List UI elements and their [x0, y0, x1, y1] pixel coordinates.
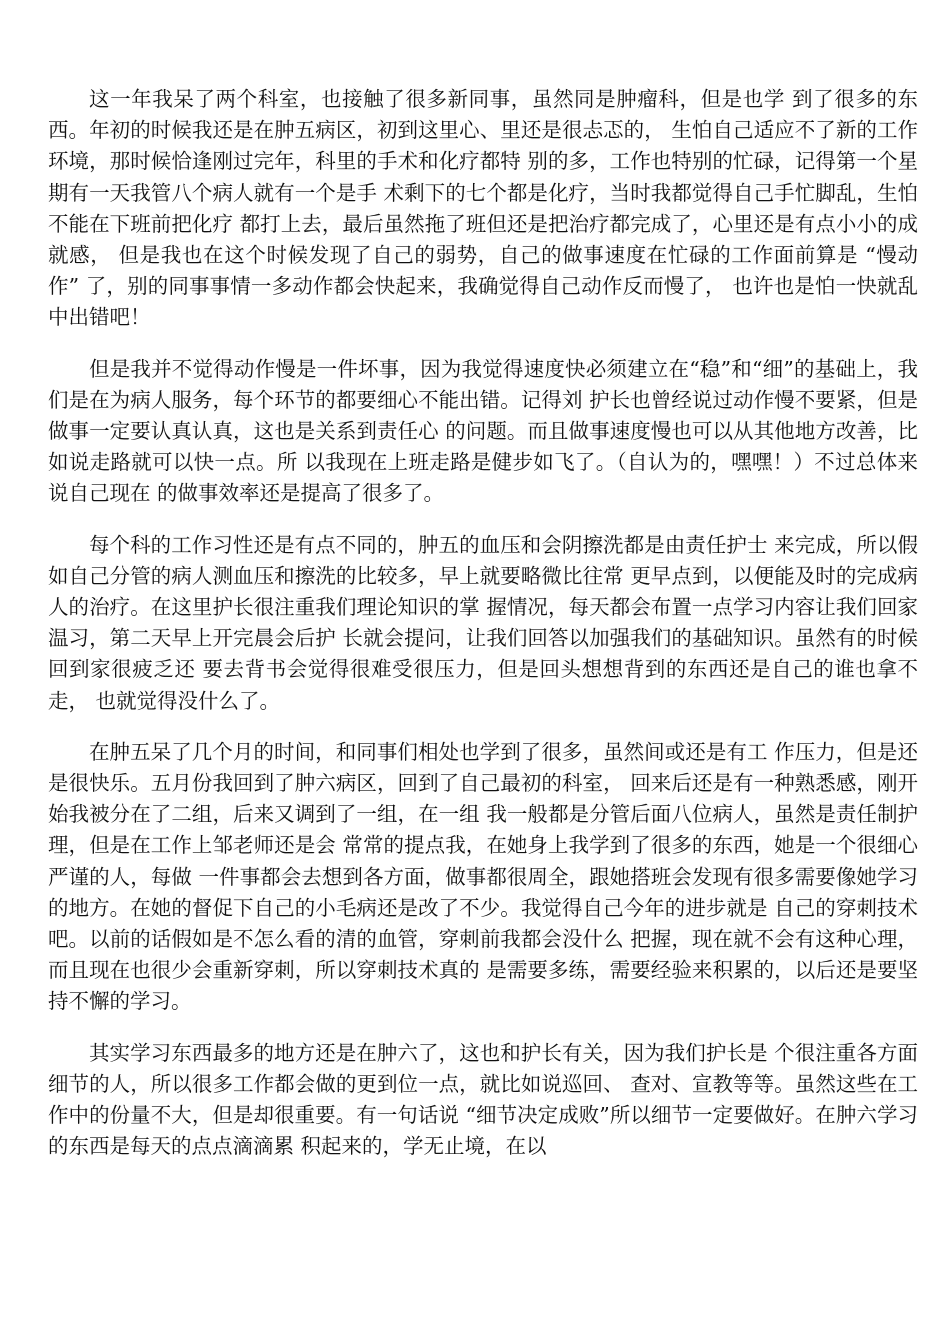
paragraph-2: 但是我并不觉得动作慢是一件坏事，因为我觉得速度快必须建立在“稳”和“细”的基础上，我们是在为病人服务，每个环节的都要细心不能出错。记得刘 护长也曾经说过动作慢不要紧，但是做事一定要认真认真，这也是关系到责任心 的问题。而且做事速度慢也可以从其他地方改善，比如说走路就可以快一点。所 以我现在上班走路是健步如飞了。（自认为的，嘿嘿！）不过总体来说自己现在 的做事效率还是提高了很多了。 [48, 356, 918, 506]
paragraph-3: 每个科的工作习性还是有点不同的，肿五的血压和会阴擦洗都是由责任护士 来完成，所以假如自己分管的病人测血压和擦洗的比较多，早上就要略微比往常 更早点到，以便能及时的完成病人的治疗。在这里护长很注重我们理论知识的掌 握情况，每天都会布置一点学习内容让我们回家温习，第二天早上开完晨会后护 长就会提问，让我们回答以加强我们的基础知识。虽然有的时候回到家很疲乏还 要去背书会觉得很难受很压力，但是回头想想背到的东西还是自己的谁也拿不走， 也就觉得没什么了。 [48, 532, 918, 713]
paragraph-1: 这一年我呆了两个科室，也接触了很多新同事，虽然同是肿瘤科，但是也学 到了很多的东西。年初的时候我还是在肿五病区，初到这里心、里还是很忐忑的， 生怕自己适应不了新的工作环境，那时候恰逢刚过完年，科里的手术和化疗都特 别的多，工作也特别的忙碌，记得第一个星期有一天我管八个病人就有一个是手 术剩下的七个都是化疗，当时我都觉得自己手忙脚乱，生怕不能在下班前把化疗 都打上去，最后虽然拖了班但还是把治疗都完成了，心里还是有点小小的成就感， 但是我也在这个时候发现了自己的弱势，自己的做事速度在忙碌的工作面前算是 “慢动作” 了，别的同事事情一多动作都会快起来，我确觉得自己动作反而慢了， 也许也是怕一快就乱中出错吧！ [48, 87, 918, 330]
paragraph-4: 在肿五呆了几个月的时间，和同事们相处也学到了很多，虽然间或还是有工 作压力，但是还是很快乐。五月份我回到了肿六病区，回到了自己最初的科室， 回来后还是有一种熟悉感，刚开始我被分在了二组，后来又调到了一组，在一组 我一般都是分管后面八位病人，虽然是责任制护理，但是在工作上邹老师还是会 常常的提点我，在她身上我学到了很多的东西，她是一个很细心严谨的人，每做 一件事都会去想到各方面，做事都很周全，跟她搭班会发现有很多需要像她学习 的地方。在她的督促下自己的小毛病还是改了不少。我觉得自己今年的进步就是 自己的穿刺技术吧。以前的话假如是不怎么看的清的血管，穿刺前我都会没什么 把握，现在就不会有这种心理，而且现在也很少会重新穿刺，所以穿刺技术真的 是需要多练，需要经验来积累的，以后还是要坚持不懈的学习。 [48, 739, 918, 1014]
paragraph-5: 其实学习东西最多的地方还是在肿六了，这也和护长有关，因为我们护长是 个很注重各方面细节的人，所以很多工作都会做的更到位一点，就比如说巡回、 查对、宣教等等。虽然这些在工作中的份量不大，但是却很重要。有一句话说 “细节决定成败”所以细节一定要做好。在肿六学习的东西是每天的点点滴滴累 积起来的，学无止境，在以 [48, 1040, 918, 1159]
document-page [48, 84, 918, 1183]
